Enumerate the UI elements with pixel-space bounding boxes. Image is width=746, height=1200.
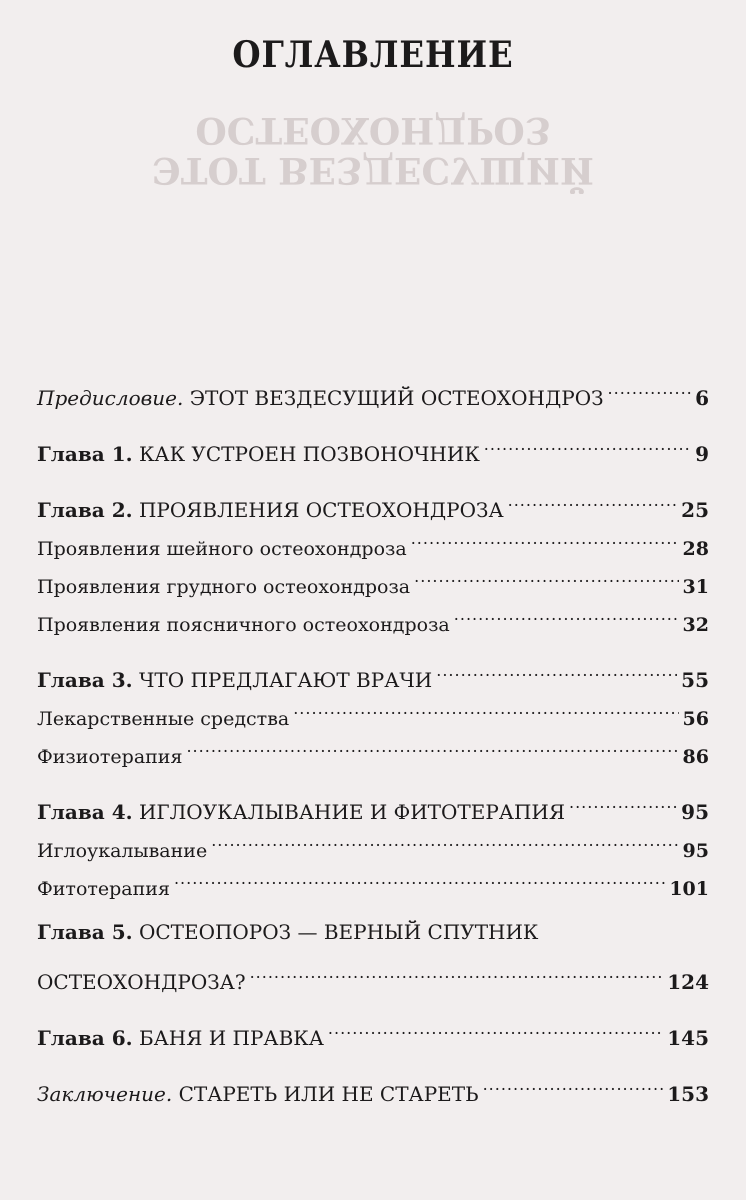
dot-leader bbox=[174, 857, 665, 895]
toc-entry-chapter-6[interactable] bbox=[37, 1007, 709, 1050]
dot-leader bbox=[186, 725, 678, 763]
dot-leader bbox=[508, 479, 678, 517]
toc-entry-title: Проявления шейного остеохондроза bbox=[37, 538, 407, 560]
toc-entry-page: 101 bbox=[669, 878, 709, 900]
dot-leader bbox=[293, 687, 678, 725]
page-title: ОГЛАВЛЕНИЕ bbox=[232, 34, 514, 76]
toc-entry-title: Проявления поясничного остеохондроза bbox=[37, 614, 450, 636]
toc-entry-conclusion[interactable] bbox=[37, 1063, 709, 1106]
toc-entry-title: Проявления грудного остеохондроза bbox=[37, 576, 411, 598]
toc-entry-title: ИГЛОУКАЛЫВАНИЕ И ФИТОТЕРАПИЯ bbox=[138, 800, 565, 824]
dot-leader bbox=[411, 517, 679, 555]
toc-entry-prefix: Глава 6. bbox=[37, 1026, 133, 1050]
toc-entry-title: БАНЯ И ПРАВКА bbox=[138, 1026, 324, 1050]
dot-leader bbox=[483, 1063, 664, 1101]
toc-entry-page: 9 bbox=[695, 442, 709, 466]
toc-entry-chapter-3[interactable] bbox=[37, 649, 709, 692]
toc-entry-title: Лекарственные средства bbox=[37, 708, 290, 730]
toc-entry-label bbox=[37, 913, 709, 951]
dot-leader bbox=[484, 423, 691, 461]
toc-entry-label bbox=[37, 1019, 328, 1057]
toc-entry-prefix: Глава 2. bbox=[37, 498, 133, 522]
toc-entry-prefix: Заключение. bbox=[37, 1082, 173, 1106]
toc-entry-prefix: Глава 4. bbox=[37, 800, 133, 824]
toc-entry-title: ПРОЯВЛЕНИЯ ОСТЕОХОНДРОЗА bbox=[138, 498, 504, 522]
toc-entry-page: 124 bbox=[667, 970, 709, 994]
toc-entry-page: 145 bbox=[667, 1026, 709, 1050]
toc-entry-page: 55 bbox=[681, 668, 709, 692]
dot-leader bbox=[569, 781, 677, 819]
toc-entry-preface[interactable] bbox=[37, 367, 709, 410]
dot-leader bbox=[414, 555, 678, 593]
toc-entry-title-line2: ОСТЕОХОНДРОЗА? bbox=[37, 970, 246, 994]
toc-entry-chapter-2[interactable] bbox=[37, 479, 709, 522]
toc-entry-page: 95 bbox=[682, 840, 709, 862]
toc-entry-label bbox=[37, 435, 484, 473]
toc-entry-label bbox=[37, 1075, 483, 1113]
dot-leader bbox=[608, 367, 692, 405]
toc-entry-continuation bbox=[37, 951, 709, 994]
toc-entry-title: ЭТОТ ВЕЗДЕСУЩИЙ ОСТЕОХОНДРОЗ bbox=[189, 386, 604, 410]
dot-leader bbox=[250, 951, 664, 989]
toc-entry-chapter-5[interactable] bbox=[37, 913, 709, 994]
toc-entry-page: 32 bbox=[682, 614, 709, 636]
toc-entry-label bbox=[37, 379, 608, 417]
dot-leader bbox=[454, 593, 679, 631]
toc-entry-prefix: Предисловие. bbox=[37, 386, 184, 410]
toc-entry-title: СТАРЕТЬ ИЛИ НЕ СТАРЕТЬ bbox=[178, 1082, 479, 1106]
toc-entry-title: Иглоукалывание bbox=[37, 840, 208, 862]
toc-entry-title: Физиотерапия bbox=[37, 746, 183, 768]
toc-entry-title: ЧТО ПРЕДЛАГАЮТ ВРАЧИ bbox=[138, 668, 433, 692]
toc-entry-prefix: Глава 3. bbox=[37, 668, 133, 692]
dot-leader bbox=[328, 1007, 663, 1045]
dot-leader bbox=[211, 819, 678, 857]
toc-entry-page: 31 bbox=[682, 576, 709, 598]
toc-entry-page: 6 bbox=[695, 386, 709, 410]
bleed-through-heading: ЭТОТ ВЕЗДЕСУЩИЙ ОСТЕОХОНДРОЗ bbox=[152, 109, 594, 191]
toc-entry-page: 86 bbox=[682, 746, 709, 768]
toc-entry-chapter-1[interactable] bbox=[37, 423, 709, 466]
toc-entry-title: Фитотерапия bbox=[37, 878, 170, 900]
toc-entry-page: 28 bbox=[682, 538, 709, 560]
toc-entry-page: 153 bbox=[667, 1082, 709, 1106]
toc-entry-page: 95 bbox=[681, 800, 709, 824]
toc-entry-page: 25 bbox=[681, 498, 709, 522]
table-of-contents bbox=[37, 367, 709, 1106]
toc-entry-prefix: Глава 1. bbox=[37, 442, 133, 466]
toc-entry-title: КАК УСТРОЕН ПОЗВОНОЧНИК bbox=[138, 442, 480, 466]
toc-entry-prefix: Глава 5. bbox=[37, 920, 133, 944]
dot-leader bbox=[436, 649, 677, 687]
toc-entry-page: 56 bbox=[682, 708, 709, 730]
toc-entry-chapter-4[interactable] bbox=[37, 781, 709, 824]
toc-entry-title-line1: ОСТЕОПОРОЗ — ВЕРНЫЙ СПУТНИК bbox=[138, 920, 539, 944]
